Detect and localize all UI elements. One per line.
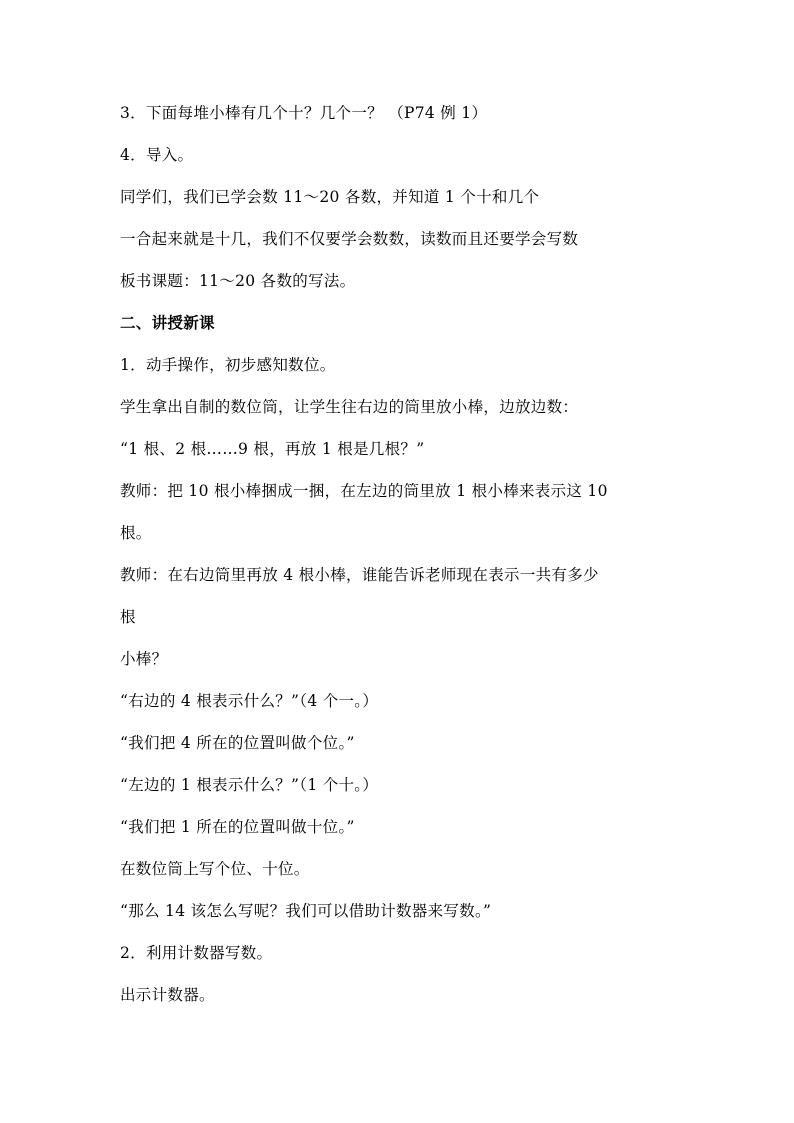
- document-body: [120, 103, 680, 1027]
- text-line-quote: “我们把 4 所在的位置叫做个位。”: [120, 734, 355, 752]
- text-line-paragraph: 根。: [120, 524, 152, 542]
- text-line-paragraph: 小棒？: [120, 650, 168, 668]
- text-line-paragraph: 在数位筒上写个位、十位。: [120, 860, 310, 878]
- text-line-paragraph: 一合起来就是十几，我们不仅要学会数数，读数而且还要学会写数: [120, 230, 579, 248]
- text-line-question-3: 3．下面每堆小棒有几个十？几个一？ （P74 例 1）: [120, 104, 488, 122]
- text-line-quote: “那么 14 该怎么写呢？我们可以借助计数器来写数。”: [120, 902, 492, 920]
- text-line-teacher: 教师：在右边筒里再放 4 根小棒，谁能告诉老师现在表示一共有多少: [120, 566, 599, 584]
- text-line-step-1: 1．动手操作，初步感知数位。: [120, 356, 336, 374]
- section-heading: 二、讲授新课: [120, 314, 215, 332]
- text-line-paragraph: 同学们，我们已学会数 11～20 各数，并知道 1 个十和几个: [120, 188, 540, 206]
- text-line-quote: “我们把 1 所在的位置叫做十位。”: [120, 818, 355, 836]
- text-line-board-title: 板书课题：11～20 各数的写法。: [120, 272, 356, 290]
- text-line-intro-4: 4．导入。: [120, 146, 194, 164]
- text-line-paragraph: 学生拿出自制的数位筒，让学生往右边的筒里放小棒，边放边数：: [120, 398, 579, 416]
- text-line-quote: “1 根、2 根……9 根，再放 1 根是几根？”: [120, 440, 425, 458]
- text-line-quote: “右边的 4 根表示什么？”（4 个一。）: [120, 692, 379, 710]
- text-line-teacher: 教师：把 10 根小棒捆成一捆，在左边的筒里放 1 根小棒来表示这 10: [120, 482, 608, 500]
- text-line-paragraph: 出示计数器。: [120, 986, 215, 1004]
- text-line-paragraph: 根: [120, 608, 136, 626]
- text-line-step-2: 2．利用计数器写数。: [120, 944, 273, 962]
- text-line-quote: “左边的 1 根表示什么？”（1 个十。）: [120, 776, 379, 794]
